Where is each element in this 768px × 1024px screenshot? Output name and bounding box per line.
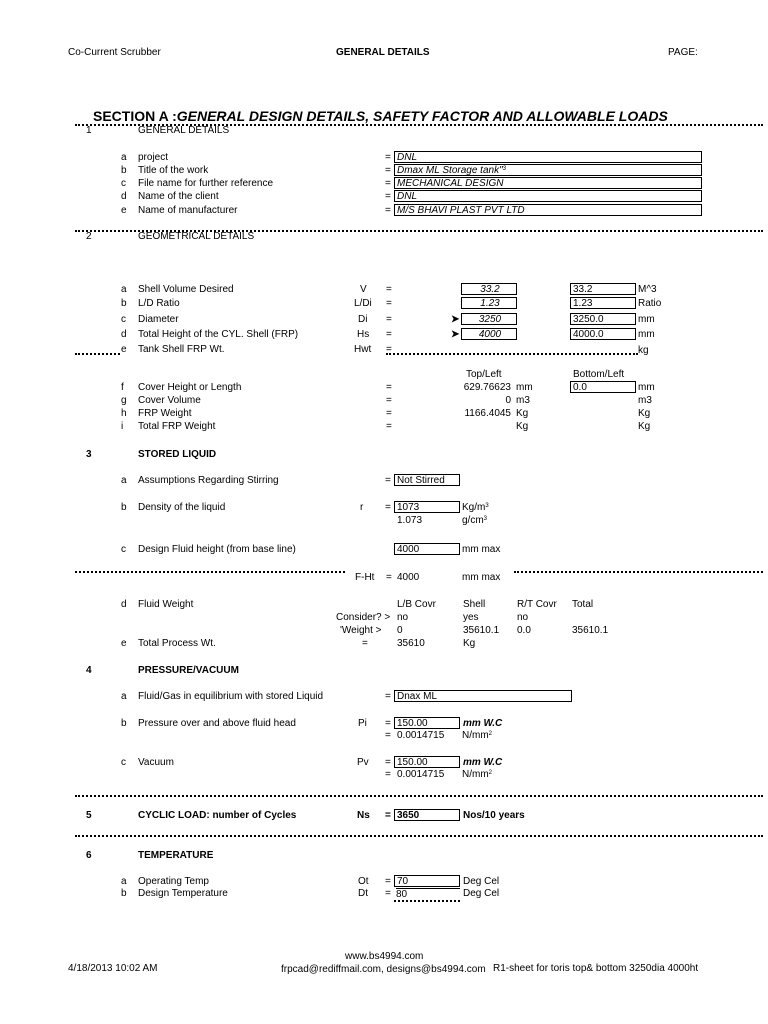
diameter-output: 3250.0 [570, 313, 636, 325]
col-bottom-left: Bottom/Left [573, 369, 625, 380]
manufacturer-field[interactable]: M/S BHAVI PLAST PVT LTD [394, 204, 702, 216]
pressure-nmm-unit-text: N/mm [462, 730, 489, 741]
footer-website[interactable]: www.bs4994.com [345, 951, 424, 962]
s4-number: 4 [86, 665, 92, 676]
row-label: File name for further reference [138, 178, 274, 189]
diameter-input[interactable]: 3250 [461, 313, 517, 325]
cover-volume-top: 0 [505, 395, 511, 406]
row-eq: = [362, 638, 368, 649]
row-label: Cover Height or Length [138, 382, 242, 393]
divider [394, 900, 460, 902]
row-eq: = [385, 475, 391, 486]
row-letter: a [121, 475, 127, 486]
fht-value: 4000 [397, 572, 420, 583]
row-unit: M^3 [638, 284, 657, 295]
s1-number: 1 [86, 125, 92, 136]
col-shell: Shell [463, 599, 486, 610]
density-gcm-unit-text: g/cm [462, 515, 484, 526]
row-label: Density of the liquid [138, 502, 226, 513]
weight-total: 35610.1 [572, 625, 609, 636]
weight-label: 'Weight > [340, 625, 382, 636]
weight-shell: 35610.1 [463, 625, 500, 636]
row-label: Total Height of the CYL. Shell (FRP) [138, 329, 299, 340]
row-symbol: Hs [357, 329, 370, 340]
ld-ratio-output: 1.23 [570, 297, 636, 309]
row-eq: = [385, 502, 391, 513]
row-symbol: Pi [358, 718, 367, 729]
title-of-work-field[interactable] [394, 164, 702, 176]
col-lb-covr: L/B Covr [397, 599, 436, 610]
row-eq: = [385, 191, 391, 202]
row-letter: d [121, 191, 127, 202]
density-gcm-unit-sup: 3 [483, 516, 488, 522]
row-unit: mm [638, 382, 655, 393]
row-letter: a [121, 691, 127, 702]
title-of-work-sup: 3 [502, 166, 506, 172]
divider [514, 571, 763, 573]
arrow-icon: ➤ [451, 329, 460, 340]
s1-title: GENERAL DETAILS [138, 125, 230, 136]
row-label: Pressure over and above fluid head [138, 718, 296, 729]
row-label: Shell Volume Desired [138, 284, 234, 295]
divider [386, 353, 638, 355]
row-unit: m3 [638, 395, 652, 406]
divider [75, 571, 345, 573]
row-eq: = [386, 408, 392, 419]
row-label: Assumptions Regarding Stirring [138, 475, 279, 486]
process-wt-unit: Kg [463, 638, 476, 649]
row-eq: = [385, 691, 391, 702]
row-label: Fluid Weight [138, 599, 194, 610]
pressure-nmm-unit-sup: 2 [488, 731, 493, 737]
row-letter: c [121, 544, 126, 555]
col-rt-covr: R/T Covr [517, 599, 557, 610]
row-eq: = [385, 165, 391, 176]
row-symbol: V [360, 284, 367, 295]
row-label: Design Fluid height (from base line) [138, 544, 296, 555]
frp-weight-top-unit: Kg [516, 408, 529, 419]
row-eq: = [386, 395, 392, 406]
row-eq: = [386, 329, 392, 340]
s6-number: 6 [86, 850, 92, 861]
row-letter: c [121, 314, 126, 325]
row-letter: g [121, 395, 127, 406]
section-prefix: SECTION A : [93, 108, 177, 124]
row-letter: b [121, 718, 127, 729]
row-eq: = [385, 810, 391, 821]
pressure-input[interactable]: 150.00 [394, 717, 460, 729]
row-label: Cover Volume [138, 395, 201, 406]
header-center: GENERAL DETAILS [336, 47, 430, 58]
s3-number: 3 [86, 449, 92, 460]
row-unit: Kg [638, 421, 651, 432]
col-top-left: Top/Left [466, 369, 502, 380]
row-eq: = [385, 888, 391, 899]
vacuum-nmm-unit-sup: 2 [488, 770, 493, 776]
vacuum-unit: mm W.C [463, 757, 503, 768]
operating-temp-input[interactable]: 70 [394, 875, 460, 887]
pressure-unit: mm W.C [463, 718, 503, 729]
row-letter: b [121, 502, 127, 513]
fluid-height-unit: mm max [462, 544, 501, 555]
pressure-nmm-unit [462, 730, 492, 742]
title-of-work-value: Dmax ML Storage tank" [397, 165, 503, 176]
row-eq: = [386, 421, 392, 432]
fht-eq: = [386, 572, 392, 583]
row-unit: Deg Cel [463, 876, 500, 887]
row-eq: = [385, 876, 391, 887]
row-letter: c [121, 178, 126, 189]
divider [75, 835, 763, 837]
row-eq2: = [385, 769, 391, 780]
section-title [93, 108, 668, 124]
header-left: Co-Current Scrubber [68, 47, 161, 58]
stirring-select[interactable]: Not Stirred [394, 474, 460, 486]
s5-number: 5 [86, 810, 92, 821]
fht-unit: mm max [462, 572, 501, 583]
total-frp-top-unit: Kg [516, 421, 529, 432]
row-letter: h [121, 408, 127, 419]
cover-volume-top-unit: m3 [516, 395, 530, 406]
row-symbol: Hwt [354, 344, 372, 355]
row-eq: = [385, 205, 391, 216]
vacuum-input[interactable]: 150.00 [394, 756, 460, 768]
weight-rt: 0.0 [517, 625, 531, 636]
row-label: Diameter [138, 314, 179, 325]
row-symbol: Di [358, 314, 368, 325]
density-unit [462, 502, 489, 514]
row-symbol: Ns [357, 810, 370, 821]
row-eq: = [386, 298, 392, 309]
vacuum-nmm-unit [462, 769, 492, 781]
cycles-unit: Nos/10 years [463, 810, 525, 821]
row-letter: a [121, 152, 127, 163]
header-page: PAGE: [668, 47, 698, 58]
row-eq: = [385, 152, 391, 163]
fluid-gas-input[interactable]: Dnax ML [394, 690, 572, 702]
file-name-field[interactable]: MECHANICAL DESIGN [394, 177, 702, 189]
row-unit: mm [638, 314, 655, 325]
density-gcm-unit [462, 515, 487, 527]
row-letter: e [121, 638, 127, 649]
ld-ratio-input[interactable]: 1.23 [461, 297, 517, 309]
row-letter: f [121, 382, 124, 393]
footer-emails[interactable]: frpcad@rediffmail.com, designs@bs4994.com [281, 964, 486, 975]
row-label: Design Temperature [138, 888, 228, 899]
fluid-height-input[interactable]: 4000 [394, 543, 460, 555]
density-gcm: 1.073 [397, 515, 423, 526]
row-label: Title of the work [138, 165, 209, 176]
row-letter: e [121, 205, 127, 216]
footer-datetime: 4/18/2013 10:02 AM [68, 963, 158, 974]
row-letter: a [121, 876, 127, 887]
row-symbol: L/Di [354, 298, 372, 309]
fht-label: F-Ht [355, 572, 375, 583]
s6-title: TEMPERATURE [138, 850, 214, 861]
row-eq: = [385, 178, 391, 189]
col-total: Total [572, 599, 594, 610]
project-field[interactable]: DNL [394, 151, 702, 163]
section-title-text: GENERAL DESIGN DETAILS, SAFETY FACTOR AND ALLOWABLE LOADS [176, 108, 668, 124]
cover-height-top: 629.76623 [463, 382, 511, 393]
row-eq: = [385, 718, 391, 729]
row-letter: c [121, 757, 126, 768]
row-unit: Kg [638, 408, 651, 419]
row-symbol: r [360, 502, 364, 513]
row-letter: d [121, 329, 127, 340]
row-letter: d [121, 599, 127, 610]
s2-title: GEOMETRICAL DETAILS [138, 231, 255, 242]
consider-label: Consider? > [336, 612, 391, 623]
row-letter: i [121, 421, 124, 432]
s4-title: PRESSURE/VACUUM [138, 665, 239, 676]
footer-sheet-name: R1-sheet for toris top& bottom 3250dia 4000ht [493, 963, 699, 974]
consider-lb[interactable]: no [397, 612, 409, 623]
divider [75, 795, 763, 797]
row-label: Vacuum [138, 757, 174, 768]
divider [75, 353, 120, 355]
row-unit: Deg Cel [463, 888, 500, 899]
cover-height-bottom-input[interactable]: 0.0 [570, 381, 636, 393]
vacuum-nmm: 0.0014715 [397, 769, 445, 780]
consider-rt[interactable]: no [517, 612, 529, 623]
pressure-nmm: 0.0014715 [397, 730, 445, 741]
row-eq: = [386, 284, 392, 295]
row-label: Tank Shell FRP Wt. [138, 344, 225, 355]
s3-title: STORED LIQUID [138, 449, 217, 460]
density-unit-sup: 3 [485, 503, 489, 509]
row-symbol: Ot [358, 876, 369, 887]
row-eq: = [386, 382, 392, 393]
row-label: Name of manufacturer [138, 205, 238, 216]
row-label: Fluid/Gas in equilibrium with stored Liquid [138, 691, 324, 702]
cycles-input[interactable]: 3650 [394, 809, 460, 821]
row-label: Total FRP Weight [138, 421, 216, 432]
arrow-icon: ➤ [451, 314, 460, 325]
s5-title: CYCLIC LOAD: number of Cycles [138, 810, 297, 821]
row-eq: = [385, 757, 391, 768]
row-symbol: Dt [358, 888, 368, 899]
volume-output: 33.2 [570, 283, 636, 295]
row-unit: Ratio [638, 298, 662, 309]
row-eq: = [386, 344, 392, 355]
row-label: Name of the client [138, 191, 219, 202]
row-symbol: Pv [357, 757, 369, 768]
consider-shell[interactable]: yes [463, 612, 479, 623]
density-input[interactable]: 1073 [394, 501, 460, 513]
row-letter: b [121, 888, 127, 899]
design-temp-input[interactable]: 80 [396, 888, 460, 901]
client-name-field[interactable]: DNL [394, 190, 702, 202]
row-letter: e [121, 344, 127, 355]
row-label: FRP Weight [138, 408, 192, 419]
row-letter: a [121, 284, 127, 295]
row-label: Operating Temp [138, 876, 209, 887]
s2-number: 2 [86, 231, 92, 242]
row-label: project [138, 152, 169, 163]
volume-input[interactable]: 33.2 [461, 283, 517, 295]
vacuum-nmm-unit-text: N/mm [462, 769, 489, 780]
height-output: 4000.0 [570, 328, 636, 340]
row-unit: mm [638, 329, 655, 340]
row-letter: b [121, 165, 127, 176]
row-unit: kg [638, 345, 649, 356]
row-label: Total Process Wt. [138, 638, 216, 649]
cover-height-top-unit: mm [516, 382, 533, 393]
weight-lb: 0 [397, 625, 403, 636]
frp-weight-top: 1166.4045 [464, 408, 511, 419]
height-input[interactable]: 4000 [461, 328, 517, 340]
row-eq: = [386, 314, 392, 325]
row-label: L/D Ratio [138, 298, 180, 309]
row-eq2: = [385, 730, 391, 741]
density-unit-text: Kg/m [462, 502, 486, 513]
row-letter: b [121, 298, 127, 309]
process-wt-value: 35610 [397, 638, 425, 649]
